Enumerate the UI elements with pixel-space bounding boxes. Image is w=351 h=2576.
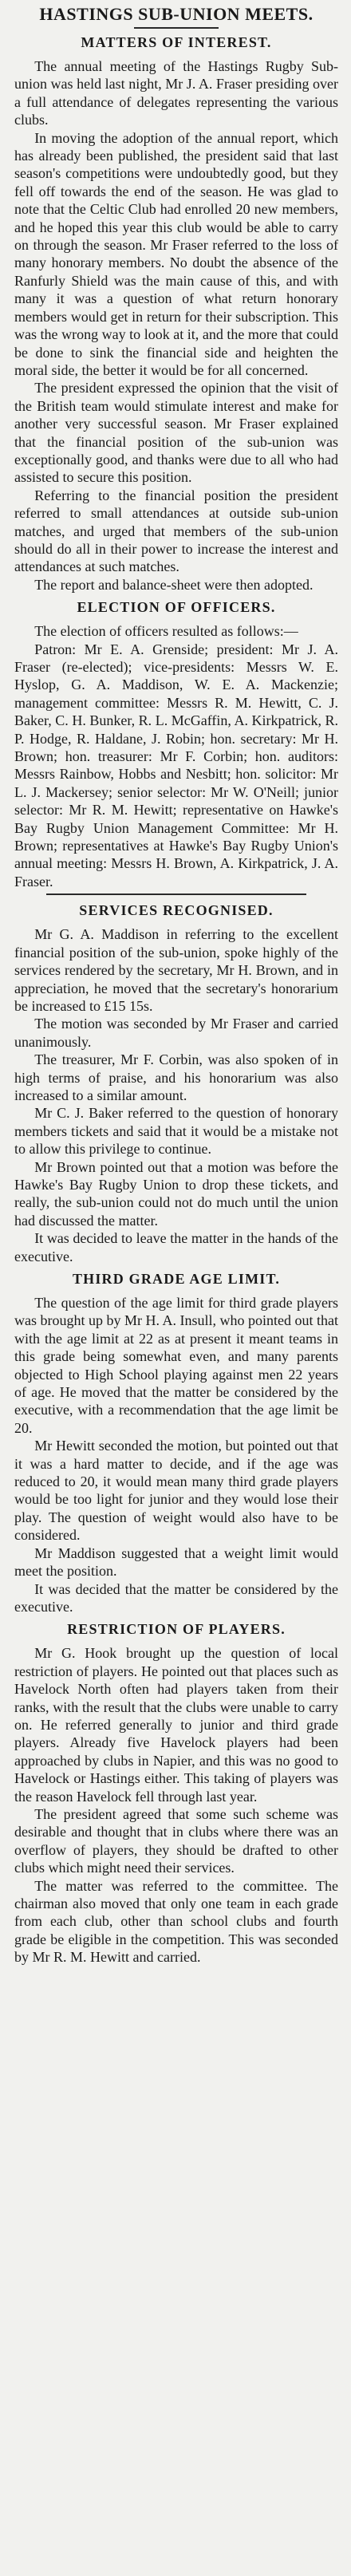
paragraph: Mr G. A. Maddison in referring to the excellent financial position of the sub-union, spoke highly of the services rendered by the secretary, Mr H. Brown, and in appreciation, he moved that the secretary's honorarium be increased to £15 15s. — [14, 926, 338, 1014]
paragraph: The report and balance-sheet were then adopted. — [34, 576, 314, 593]
section-heading: THIRD GRADE AGE LIMIT. — [72, 1271, 281, 1287]
section-matters-of-interest — [14, 32, 338, 594]
article-headline: HASTINGS SUB-UNION MEETS. — [39, 4, 314, 24]
paragraph: The annual meeting of the Hastings Rugby Sub-union was held last night, Mr J. A. Fraser presiding over a full attendance of delegates representing the various clubs. — [14, 58, 338, 128]
paragraph: Mr Brown pointed out that a motion was before the Hawke's Bay Rugby Union to drop these tickets, and really, the sub-union could not do much until the union had discussed the matter. — [14, 1158, 338, 1229]
paragraph: The matter was referred to the committee. The chairman also moved that only one team in each grade from each club, other than school clubs and fourth grade be eligible in the competition. This was seconded by Mr R. M. Hewitt and carried. — [14, 1877, 338, 1966]
paragraph: Referring to the financial position the president referred to small attendances at outside sub-union matches, and urged that members of the sub-union should do all in their power to increase the interest and attendances at such matches. — [14, 487, 338, 575]
section-heading: RESTRICTION OF PLAYERS. — [67, 1621, 286, 1638]
section-heading: ELECTION OF OFFICERS. — [77, 599, 276, 616]
section-heading: MATTERS OF INTEREST. — [81, 34, 272, 50]
paragraph: The election of officers resulted as follows:— — [34, 623, 298, 640]
section-election-of-officers — [14, 597, 338, 890]
paragraph: Mr C. J. Baker referred to the question of honorary members tickets and said that it would be a mistake not to allow this privilege to continue. — [14, 1105, 338, 1158]
paragraph: In moving the adoption of the annual report, which has already been published, the president said that last season's competitions were undoubtedly good, but they fell off towards the end of the season. He was glad to note that the Celtic Club had enrolled 20 new members, and he hoped this year this club would be able to carry on through the season. Mr Fraser referred to the loss of many honorary members. No doubt the absence of the Ranfurly Shield was the main cause of this, and with many it was a question of what return honorary members would get in return for their subscription. This was the wrong way to look at it, and the more that could be done to sink the financial side and heighten the moral side, the better it would be for all concerned. — [14, 129, 338, 378]
paragraph: The president agreed that some such scheme was desirable and thought that in clubs where there was an overflow of players, they should be drafted to other clubs which might need their services. — [14, 1805, 338, 1876]
headline-rule — [134, 27, 219, 29]
section-rule — [46, 894, 306, 895]
paragraph: Mr G. Hook brought up the question of local restriction of players. He pointed out that places such as Havelock North often had players taken from their ranks, with the result that the clubs were unable to carry on. He referred generally to junior and third grade players. Already five Havelock players had been approached by clubs in Napier, and this was no good to Havelock or Hastings either. This taking of players was the reason Havelock fell through last year. — [14, 1645, 338, 1805]
section-heading: SERVICES RECOGNISED. — [79, 902, 274, 919]
section-services-recognised — [14, 900, 338, 1265]
paragraph: The treasurer, Mr F. Corbin, was also spoken of in high terms of praise, and his honorarium was also increased to a similar amount. — [14, 1051, 338, 1103]
paragraph: Mr Hewitt seconded the motion, but pointed out that it was a hard matter to decide, and if the age was reduced to 20, it would mean many third grade players would be too light for junior and they would lose their play. The question of weight would also have to be considered. — [14, 1438, 338, 1544]
paragraph: Mr Maddison suggested that a weight limit would meet the position. — [14, 1544, 338, 1580]
paragraph: The motion was seconded by Mr Fraser and carried unanimously. — [14, 1016, 338, 1050]
paragraph: Patron: Mr E. A. Grenside; president: Mr J. A. Fraser (re-elected); vice-presidents: Messrs W. E. Hyslop, G. A. Maddison, W. E. A. Mackenzie; management committee: Messrs R. M. Hewitt, C. J. Baker, C. H. Bunker, R. L. McGaffin, A. Kirkpatrick, R. P. Hodge, R. Haldane, J. Robin; hon. secretary: Mr H. Brown; hon. treasurer: Mr F. Corbin; hon. auditors: Messrs Rainbow, Hobbs and Nesbitt; hon. solicitor: Mr L. J. Mackersey; senior selector: Mr W. O'Neill; junior selector: Mr R. M. Hewitt; representative on Hawke's Bay Rugby Union Management Committee: Mr H. Brown; representatives at Hawke's Bay Rugby Union's annual meeting: Messrs H. Brown, A. Kirkpatrick, J. A. Fraser. — [14, 641, 338, 890]
section-restriction-of-players — [14, 1619, 338, 1966]
paragraph: The question of the age limit for third grade players was brought up by Mr H. A. Insull, who pointed out that with the age limit at 22 as at present it meant teams in this grade being somewhat even, and many parents objected to High School playing against men 22 years of age. He moved that the matter be considered by the executive, with a recommendation that the age limit be 20. — [14, 1295, 338, 1436]
paragraph: It was decided that the matter be considered by the executive. — [14, 1580, 338, 1615]
section-third-grade-age-limit — [14, 1268, 338, 1615]
paragraph: It was decided to leave the matter in the hands of the executive. — [14, 1230, 338, 1264]
paragraph: The president expressed the opinion that the visit of the British team would stimulate interest and make for another very successful season. Mr Fraser explained that the financial position of the sub-union was exceptionally good, and thanks were due to all who had assisted to secure this position. — [14, 380, 338, 486]
